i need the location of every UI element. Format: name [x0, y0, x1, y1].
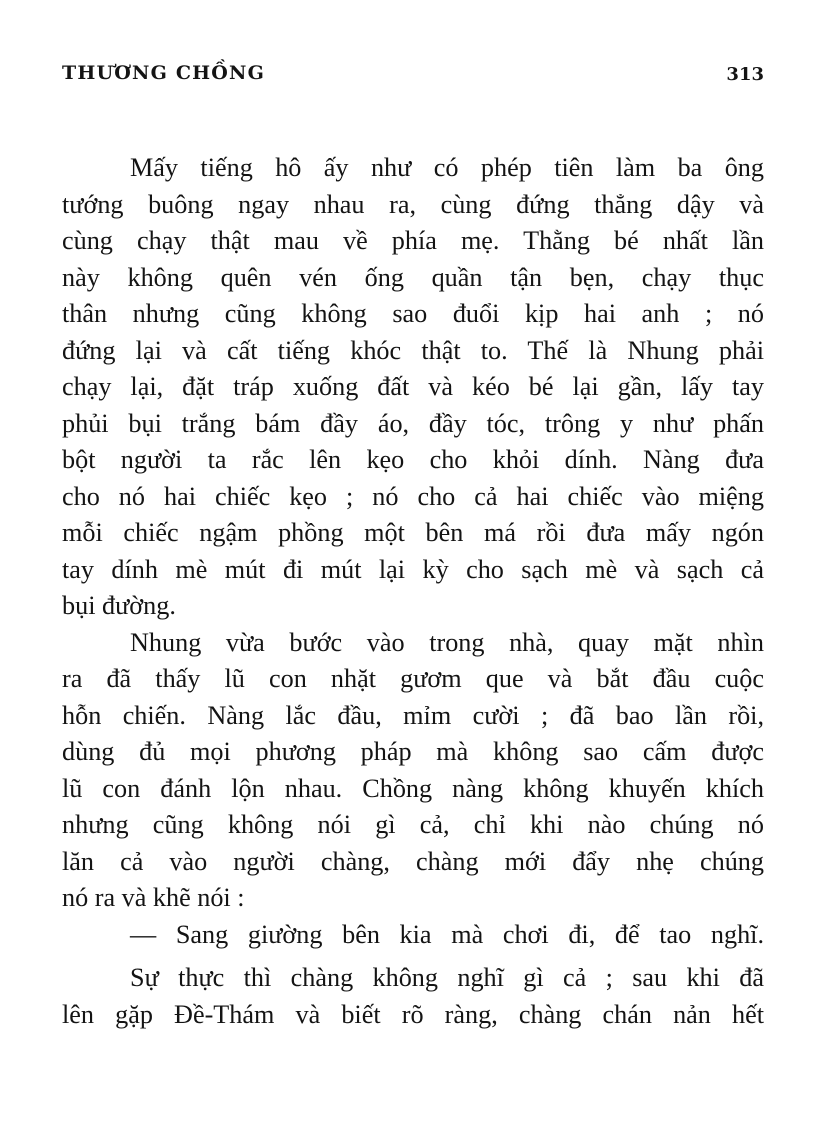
text-line: bụi đường. [62, 591, 176, 620]
text-line: này không quên vén ống quần tận bẹn, chạy thục [62, 262, 764, 292]
text-line: Nhung vừa bước vào trong nhà, quay mặt nhìn [130, 627, 764, 657]
text-line: lũ con đánh lộn nhau. Chồng nàng không khuyến khích [62, 773, 764, 803]
text-line: đứng lại và cất tiếng khóc thật to. Thế là Nhung phải [62, 335, 764, 365]
text-line: hỗn chiến. Nàng lắc đầu, mỉm cười ; đã bao lần rồi, [62, 700, 764, 730]
running-header [62, 62, 764, 92]
dialogue-line [62, 917, 764, 954]
paragraph-gap [62, 953, 764, 960]
body-text [62, 150, 764, 1033]
text-line: chạy lại, đặt tráp xuống đất và kéo bé lại gần, lấy tay [62, 372, 764, 401]
text-line: Mấy tiếng hô ấy như có phép tiên làm ba ông [130, 153, 764, 182]
paragraph-1 [62, 150, 764, 625]
text-line: cùng chạy thật mau về phía mẹ. Thằng bé nhất lần [62, 226, 764, 255]
text-line: Sự thực thì chàng không nghĩ gì cả ; sau khi đã [130, 963, 764, 992]
text-line: nhưng cũng không nói gì cả, chỉ khi nào chúng nó [62, 810, 764, 839]
text-line: lăn cả vào người chàng, chàng mới đẩy nhẹ chúng [62, 846, 764, 876]
text-line: lên gặp Đề-Thám và biết rõ ràng, chàng chán nản hết [62, 999, 764, 1029]
text-line: phủi bụi trắng bám đầy áo, đầy tóc, trông y như phấn [62, 408, 764, 438]
paragraph-2 [62, 625, 764, 917]
text-line: — Sang giường bên kia mà chơi đi, để tao nghĩ. [130, 919, 764, 949]
book-title: THƯƠNG CHỒNG [62, 62, 266, 84]
page-number: 313 [726, 64, 764, 85]
text-line: thân nhưng cũng không sao đuổi kịp hai anh ; nó [62, 299, 764, 328]
text-line: ra đã thấy lũ con nhặt gươm que và bắt đầu cuộc [62, 664, 764, 693]
text-line: tướng buông ngay nhau ra, cùng đứng thẳng dậy và [62, 189, 764, 219]
text-line: nó ra và khẽ nói : [62, 883, 245, 912]
text-line: dùng đủ mọi phương pháp mà không sao cấm được [62, 737, 764, 766]
text-line: mỗi chiếc ngậm phồng một bên má rồi đưa mấy ngón [62, 518, 764, 547]
paragraph-3 [62, 960, 764, 1033]
text-line: cho nó hai chiếc kẹo ; nó cho cả hai chiếc vào miệng [62, 481, 764, 511]
text-line: bột người ta rắc lên kẹo cho khỏi dính. Nàng đưa [62, 445, 764, 474]
text-line: tay dính mè mút đi mút lại kỳ cho sạch mè và sạch cả [62, 554, 764, 584]
